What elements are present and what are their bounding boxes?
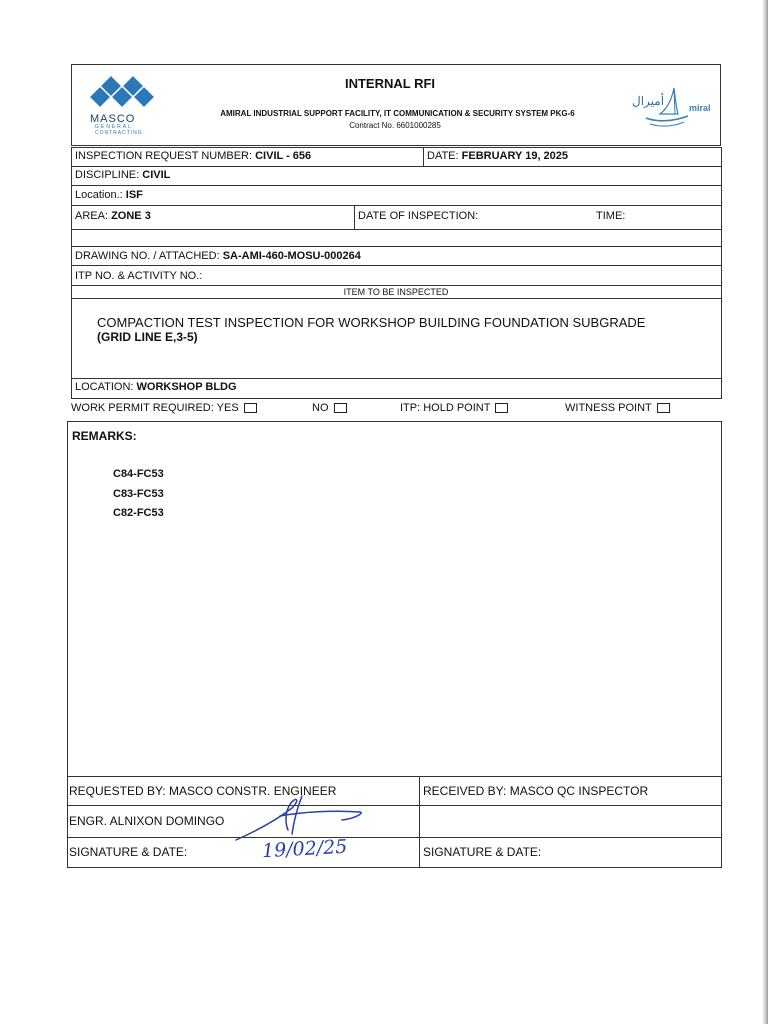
itp-activity-label: ITP NO. & ACTIVITY NO.: (75, 270, 203, 282)
received-by: RECEIVED BY: MASCO QC INSPECTOR (423, 784, 649, 798)
rfi-title: INTERNAL RFI (344, 76, 436, 91)
request-date (427, 150, 568, 163)
masco-logo-sub1: GENERAL (95, 124, 133, 130)
remark-item: C84-FC53 (113, 468, 164, 480)
amiral-logo-name: miral (689, 103, 711, 113)
engineer-name: ENGR. ALNIXON DOMINGO (69, 814, 225, 828)
work-permit-yes (71, 402, 257, 415)
amiral-logo-icon (642, 84, 692, 132)
witness-point-checkbox[interactable] (657, 403, 670, 413)
inspection-request-number (75, 150, 311, 163)
remark-item: C83-FC53 (113, 488, 164, 500)
location-label: Location.: (75, 189, 126, 201)
item-to-be-inspected-header: ITEM TO BE INSPECTED (343, 287, 449, 297)
work-permit-label: WORK PERMIT REQUIRED: YES (71, 402, 239, 414)
discipline-label: DISCIPLINE: (75, 169, 143, 181)
no-checkbox[interactable] (334, 403, 347, 413)
hold-point-checkbox[interactable] (495, 403, 508, 413)
requested-by: REQUESTED BY: MASCO CONSTR. ENGINEER (69, 784, 337, 798)
date-of-inspection-label: DATE OF INSPECTION: (358, 210, 479, 222)
area-value: ZONE 3 (111, 210, 151, 222)
location (75, 189, 143, 202)
location2-label: LOCATION: (75, 381, 137, 393)
itp-hold-point (400, 402, 508, 415)
area-label: AREA: (75, 210, 112, 222)
date-value: FEBRUARY 19, 2025 (461, 150, 569, 162)
work-permit-no (312, 402, 347, 415)
witness-point (565, 402, 670, 415)
date-label: DATE: (427, 150, 462, 162)
remark-item: C82-FC53 (113, 507, 164, 519)
witness-label: WITNESS POINT (565, 402, 652, 414)
irn-label: INSPECTION REQUEST NUMBER: (75, 150, 256, 162)
drawing-value: SA-AMI-460-MOSU-000264 (222, 250, 361, 262)
irn-value: CIVIL - 656 (255, 150, 312, 162)
item-description-line1: COMPACTION TEST INSPECTION FOR WORKSHOP BUILDING FOUNDATION SUBGRADE (97, 315, 646, 330)
no-label: NO (312, 402, 329, 414)
masco-logo-sub2: CONTRACTING (95, 130, 143, 136)
drawing-number (75, 250, 361, 263)
time-label: TIME: (596, 210, 626, 222)
scan-edge-shadow (762, 0, 768, 1024)
contract-number: Contract No. 6601000285 (349, 121, 441, 130)
amiral-logo-arabic: أميرال (632, 94, 665, 108)
area (75, 210, 151, 223)
workshop-location (75, 381, 237, 394)
location-value: ISF (125, 189, 143, 201)
location2-value: WORKSHOP BLDG (136, 381, 237, 393)
yes-checkbox[interactable] (244, 403, 257, 413)
remarks-label: REMARKS: (72, 429, 137, 443)
project-title: AMIRAL INDUSTRIAL SUPPORT FACILITY, IT COMMUNICATION & SECURITY SYSTEM PKG-6 (220, 109, 575, 118)
masco-logo-name: MASCO (90, 113, 136, 125)
discipline-value: CIVIL (142, 169, 171, 181)
signature-date-right: SIGNATURE & DATE: (423, 845, 542, 859)
handwritten-date: 19/02/25 (261, 835, 348, 863)
discipline (75, 169, 170, 182)
signature-date-left: SIGNATURE & DATE: (69, 845, 188, 859)
itp-hold-label: ITP: HOLD POINT (400, 402, 491, 414)
drawing-label: DRAWING NO. / ATTACHED: (75, 250, 223, 262)
item-description-line2: (GRID LINE E,3-5) (97, 330, 198, 344)
